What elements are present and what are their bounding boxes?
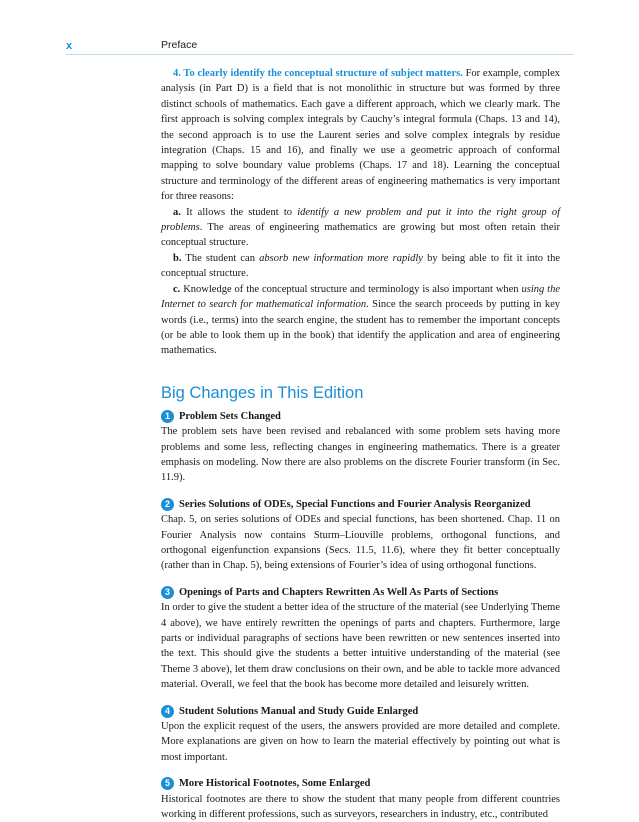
change-heading bbox=[161, 409, 560, 424]
header-rule bbox=[66, 54, 574, 55]
reason-a bbox=[161, 205, 560, 251]
change-title: Series Solutions of ODEs, Special Functions and Fourier Analysis Reorganized bbox=[179, 498, 531, 510]
change-heading bbox=[161, 704, 560, 719]
reason-a-emphasis: identify a new problem and put it into the right group of problems bbox=[161, 206, 560, 234]
reason-b bbox=[161, 251, 560, 282]
reason-c-emphasis: using the Internet to search for mathematical information bbox=[161, 283, 560, 311]
reason-a-text-end: . The areas of engineering mathematics are growing but most often retain their conceptual structure. bbox=[161, 222, 560, 249]
change-item bbox=[161, 497, 560, 574]
number-badge-icon: 1 bbox=[161, 410, 174, 423]
number-badge-icon: 4 bbox=[161, 705, 174, 718]
change-body: Upon the explicit request of the users, the answers provided are more detailed and complete. More explanations are given on how to learn the material effectively by pointing out what is most important. bbox=[161, 721, 560, 763]
reason-c-text-end: . Since the search proceeds by putting in key words (i.e., terms) into the search engine, the student has to remember the important concepts (or be able to look them up in the book) that identify the application and area of engineering mathematics. bbox=[161, 299, 560, 357]
page-number: x bbox=[66, 40, 73, 52]
reason-c-label: c. bbox=[173, 283, 181, 295]
change-item bbox=[161, 776, 560, 822]
page-header bbox=[0, 0, 639, 56]
reason-c-text: Knowledge of the conceptual structure and terminology is also important when bbox=[180, 283, 522, 295]
change-heading bbox=[161, 585, 560, 600]
theme-4-body: For example, complex analysis (in Part D) is a field that is not monolithic in structure but was formed by three distinct schools of mathematics. Each gave a different approach, which we clearly mark. The first approach is solving complex integrals by Cauchy’s integral formula (Chaps. 13 and 14), the second approach is to use the Laurent series and solve complex integrals by residue integration (Chaps. 15 and 16), and finally we use a geometric approach of conformal mapping to solve boundary value problems (Chaps. 17 and 18). Learning the conceptual structure and terminology of the different areas of engineering mathematics is very important for three reasons: bbox=[161, 68, 560, 203]
change-title: Student Solutions Manual and Study Guide Enlarged bbox=[179, 705, 419, 717]
reason-a-label: a. bbox=[173, 206, 181, 218]
change-body: Chap. 5, on series solutions of ODEs and special functions, has been shortened. Chap. 11 on Fourier Analysis now contains Sturm–Liouville problems, orthogonal functions, and orthogonal eigenfunction expansions (Secs. 11.5, 11.6), where they fit better conceptually (rather than in Chap. 5), being extensions of Fourier’s idea of using orthogonal functions. bbox=[161, 514, 560, 572]
change-heading bbox=[161, 776, 560, 791]
reason-b-label: b. bbox=[173, 252, 182, 264]
number-badge-icon: 3 bbox=[161, 586, 174, 599]
reason-b-text-end: by being able to fit it into the conceptual structure. bbox=[161, 252, 560, 280]
reason-b-text: The student can bbox=[181, 252, 260, 264]
change-body: In order to give the student a better idea of the structure of the material (see Underlying Theme 4 above), we have entirely rewritten the openings of parts and chapters. Furthermore, large parts or individual paragraphs of sections have been rewritten or new sentences inserted into the text. This should give the students a better intuitive understanding of the material (see Theme 3 above), let them draw conclusions on their own, and be able to tackle more advanced material. Overall, we feel that the book has become more detailed and leisurely written. bbox=[161, 602, 560, 691]
number-badge-icon: 2 bbox=[161, 498, 174, 511]
reason-a-text: It allows the student to bbox=[180, 206, 298, 218]
change-item bbox=[161, 409, 560, 486]
change-body: Historical footnotes are there to show the student that many people from different countries working in different professions, such as surveyors, researchers in industry, etc., contributed bbox=[161, 793, 560, 821]
change-body: The problem sets have been revised and rebalanced with some problem sets having more problems and some less, reflecting changes in engineering mathematics. There is a greater emphasis on modeling. Now there are also problems on the discrete Fourier transform (in Sec. 11.9). bbox=[161, 426, 560, 484]
change-item bbox=[161, 704, 560, 766]
reason-b-emphasis: absorb new information more rapidly bbox=[259, 252, 423, 264]
change-title: Problem Sets Changed bbox=[179, 410, 281, 422]
change-title: Openings of Parts and Chapters Rewritten As Well As Parts of Sections bbox=[179, 586, 499, 598]
change-heading bbox=[161, 497, 560, 512]
page-body bbox=[161, 66, 560, 822]
section-title: Big Changes in This Edition bbox=[161, 383, 364, 402]
change-title: More Historical Footnotes, Some Enlarged bbox=[179, 778, 371, 790]
change-item bbox=[161, 585, 560, 693]
number-badge-icon: 5 bbox=[161, 777, 174, 790]
running-head: Preface bbox=[161, 39, 198, 51]
theme-4-title: 4. To clearly identify the conceptual structure of subject matters. bbox=[173, 68, 463, 79]
theme-4-paragraph bbox=[161, 66, 560, 205]
reason-c bbox=[161, 282, 560, 359]
